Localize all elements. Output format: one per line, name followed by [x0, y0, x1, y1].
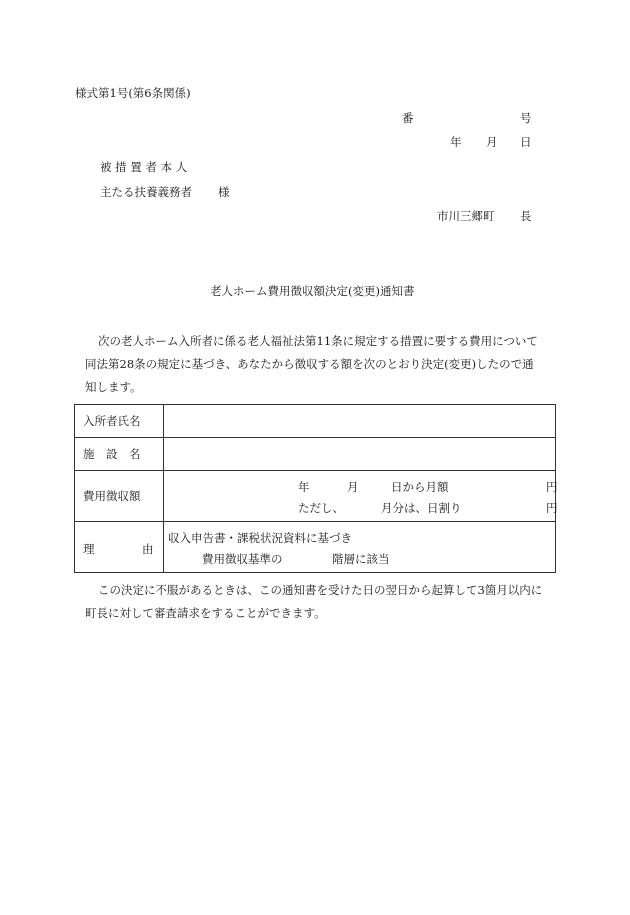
- fee-month: 月: [347, 480, 359, 494]
- reason-line-1: 収入申告書・課税状況資料に基づき: [168, 531, 352, 545]
- reason-label-left: 理: [83, 542, 95, 556]
- date-month: 月: [486, 135, 498, 149]
- resident-label: 入所者氏名: [75, 405, 164, 438]
- fee-value: [164, 471, 556, 522]
- number-suffix: 号: [520, 111, 532, 125]
- addressee-person: 被 措 置 者 本 人: [100, 160, 188, 174]
- row-resident: [75, 405, 556, 438]
- addressee-honorific: 様: [218, 185, 230, 199]
- addressee-supporter: 主たる扶養義務者: [100, 185, 192, 199]
- intro-line-2: 同法第28条の規定に基づき、あなたから徴収する額を次のとおり決定(変更)したので通: [85, 357, 534, 371]
- intro-paragraph: [75, 330, 565, 399]
- issuer-town: 市川三郷町: [437, 209, 495, 223]
- document-title: 老人ホーム費用徴収額決定(変更)通知書: [210, 284, 415, 298]
- date-day: 日: [520, 135, 532, 149]
- fee-label: 費用徴収額: [75, 471, 164, 522]
- number-label: 番: [402, 111, 414, 125]
- reason-label: [75, 522, 164, 573]
- resident-value: [164, 405, 556, 438]
- proviso: ただし、: [298, 501, 344, 515]
- row-facility: [75, 438, 556, 471]
- facility-value: [164, 438, 556, 471]
- footer-line-1: この決定に不服があるときは、この通知書を受けた日の翌日から起算して3箇月以内に: [98, 583, 543, 597]
- notice-table: [74, 404, 556, 573]
- facility-label: 施 設 名: [75, 438, 164, 471]
- issuer-title: 長: [520, 209, 532, 223]
- intro-line-3: 知します。: [85, 380, 142, 394]
- fee-yen: 円: [546, 480, 558, 494]
- row-reason: [75, 522, 556, 573]
- reason-line-2a: 費用徴収基準の: [202, 552, 283, 566]
- reason-label-right: 由: [142, 542, 154, 556]
- date-year: 年: [450, 135, 462, 149]
- row-fee: [75, 471, 556, 522]
- fee-from: 日から月額: [391, 480, 449, 494]
- form-number: 様式第1号(第6条関係): [75, 86, 191, 100]
- fee-year: 年: [298, 480, 310, 494]
- footer-line-2: 町長に対して審査請求をすることができます。: [85, 606, 326, 620]
- proviso-month: 月分は、日割り: [381, 501, 462, 515]
- proviso-yen: 円: [546, 501, 558, 515]
- intro-line-1: 次の老人ホーム入所者に係る老人福祉法第11条に規定する措置に要する費用について: [98, 334, 538, 348]
- reason-value: [164, 522, 556, 573]
- footer-paragraph: [75, 579, 565, 625]
- reason-line-2b: 階層に該当: [332, 552, 390, 566]
